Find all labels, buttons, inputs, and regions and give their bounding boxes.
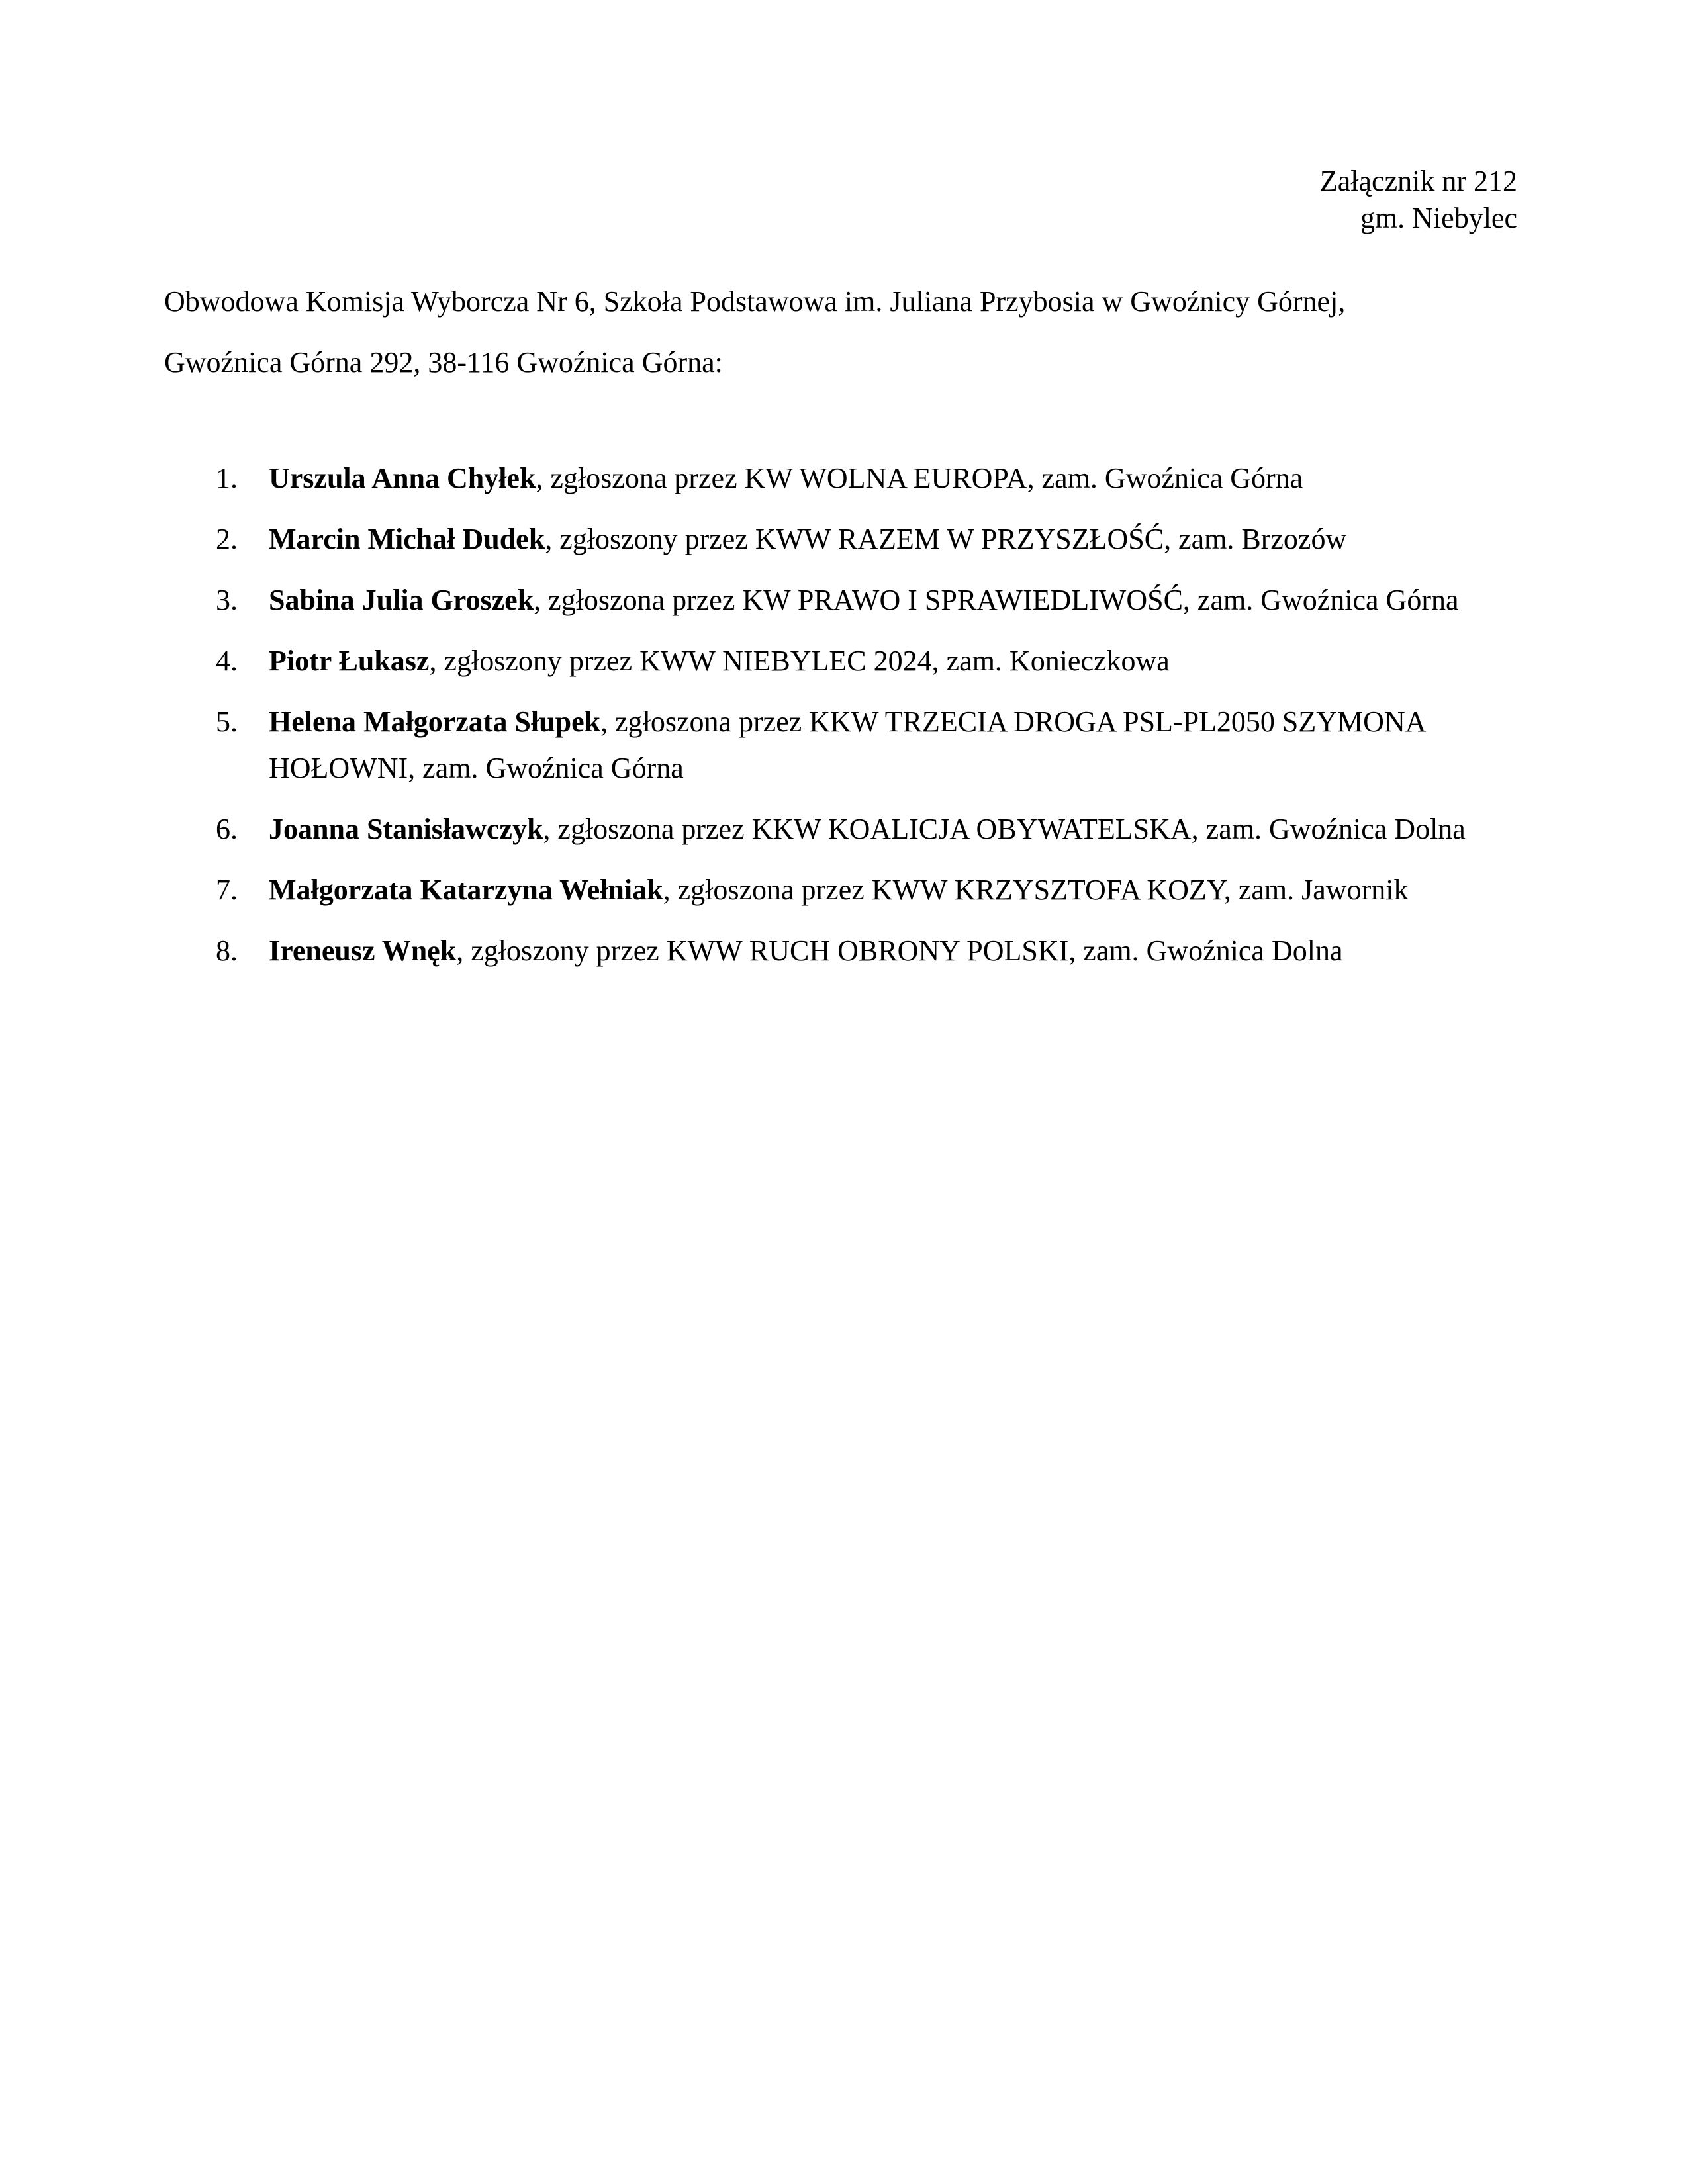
members-list: [164, 455, 1528, 989]
municipality-name: gm. Niebylec: [1360, 202, 1517, 234]
member-details: , zgłoszony przez KWW RUCH OBRONY POLSKI, zam. Gwoźnica Dolna: [456, 934, 1343, 967]
member-details: , zgłoszona przez KW WOLNA EUROPA, zam. Gwoźnica Górna: [536, 462, 1303, 494]
item-number: 4.: [216, 645, 238, 677]
list-item: [164, 806, 1528, 852]
commission-address-line: Gwoźnica Górna 292, 38-116 Gwoźnica Górna:: [164, 346, 723, 379]
member-details: , zgłoszony przez KWW NIEBYLEC 2024, zam. Konieczkowa: [429, 645, 1170, 677]
member-details: , zgłoszona przez KKW KOALICJA OBYWATELSKA, zam. Gwoźnica Dolna: [543, 813, 1466, 845]
item-number: 3.: [216, 584, 238, 616]
item-number: 6.: [216, 813, 238, 845]
member-name: Urszula Anna Chyłek: [269, 462, 536, 494]
member-name: Sabina Julia Groszek: [269, 584, 534, 616]
list-item: [164, 638, 1528, 684]
member-name: Joanna Stanisławczyk: [269, 813, 543, 845]
list-item: [164, 455, 1528, 502]
member-name: Helena Małgorzata Słupek: [269, 705, 601, 738]
member-details: , zgłoszona przez KWW KRZYSZTOFA KOZY, zam. Jawornik: [663, 874, 1409, 906]
item-number: 7.: [216, 874, 238, 906]
member-name: Marcin Michał Dudek: [269, 523, 545, 555]
attachment-header: [1320, 163, 1517, 237]
list-item: [164, 867, 1528, 913]
member-name: Małgorzata Katarzyna Wełniak: [269, 874, 663, 906]
item-number: 2.: [216, 523, 238, 555]
member-name: Piotr Łukasz: [269, 645, 430, 677]
commission-name-line: Obwodowa Komisja Wyborcza Nr 6, Szkoła Podstawowa im. Juliana Przybosia w Gwoźnicy Górnej,: [164, 285, 1346, 318]
item-number: 1.: [216, 462, 238, 494]
member-name: Ireneusz Wnęk: [269, 934, 457, 967]
member-details: , zgłoszony przez KWW RAZEM W PRZYSZŁOŚĆ, zam. Brzozów: [545, 523, 1347, 555]
list-item: [164, 577, 1528, 623]
item-number: 8.: [216, 934, 238, 967]
member-details: , zgłoszona przez KKW TRZECIA DROGA PSL-PL2050 SZYMONA HOŁOWNI, zam. Gwoźnica Górna: [269, 705, 1425, 784]
list-item: [164, 928, 1528, 974]
list-item: [164, 516, 1528, 563]
list-item: [164, 699, 1528, 792]
commission-description: [164, 283, 1521, 405]
item-number: 5.: [216, 705, 238, 738]
member-details: , zgłoszona przez KW PRAWO I SPRAWIEDLIWOŚĆ, zam. Gwoźnica Górna: [534, 584, 1459, 616]
attachment-number: Załącznik nr 212: [1319, 165, 1517, 197]
